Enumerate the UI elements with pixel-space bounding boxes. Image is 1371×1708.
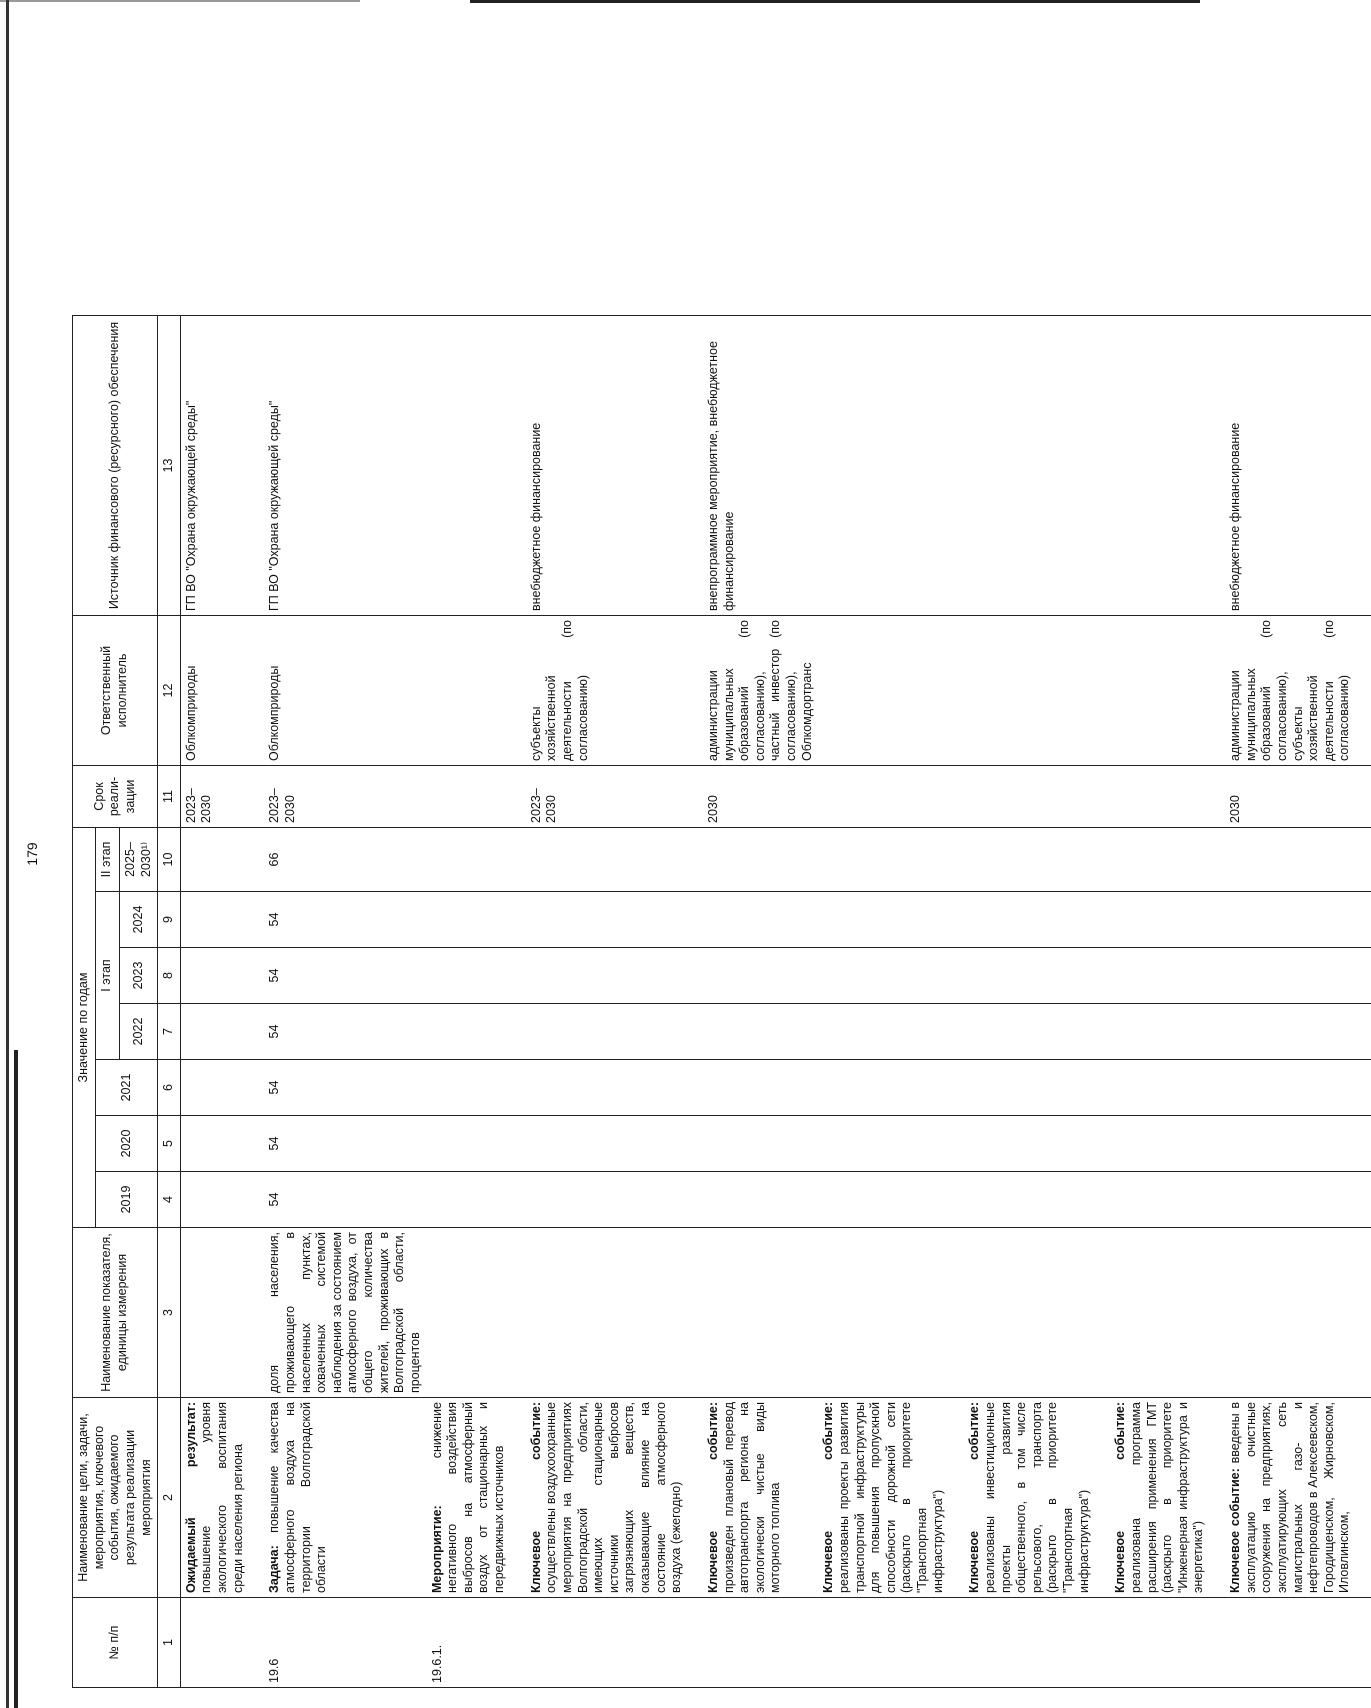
row-indicator: доля населения, проживающего в населенных пунктах, охваченных системой наблюдения за состоянием атмосферного воздуха, от общего количества жителей, проживающих в Волгоградской области, процентов (264, 1228, 426, 1398)
row-name-label: Ключевое событие: (1113, 1402, 1128, 1593)
page-number: 179 (24, 842, 40, 866)
header-stage-2: II этап (95, 828, 119, 892)
header-year-2023: 2023 (119, 948, 157, 1004)
row-value (964, 948, 1110, 1004)
row-value (1110, 948, 1225, 1004)
row-value (1110, 892, 1225, 948)
row-name-text: введены в эксплуатацию очистные сооружения на предприятиях, эксплуатирующих сеть магистральных газо- и нефтепроводов в Алексеевском, Городищенском, Жирновском, Иловлинском, (1228, 1402, 1352, 1593)
row-value (703, 1172, 818, 1228)
row-value (427, 1172, 526, 1228)
row-value (180, 828, 264, 892)
row-indicator (1110, 1228, 1225, 1398)
row-name (1110, 1398, 1225, 1598)
index-cell: 5 (158, 1116, 181, 1172)
row-value (1225, 1172, 1371, 1228)
row-source: внепрограммное мероприятие, внебюджетное финансирование (703, 316, 818, 616)
row-value: 54 (264, 948, 426, 1004)
row-term: 2030 (703, 766, 818, 828)
row-indicator (964, 1228, 1110, 1398)
header-indicator: Наименование показателя, единицы измерения (73, 1228, 158, 1398)
table-row (1110, 316, 1225, 1688)
row-value (964, 1060, 1110, 1116)
row-indicator (180, 1228, 264, 1398)
index-cell: 13 (158, 316, 181, 616)
index-cell: 9 (158, 892, 181, 948)
row-value (703, 1060, 818, 1116)
table-row (526, 316, 703, 1688)
row-source: внебюджетное финансирование (526, 316, 703, 616)
header-year-2022: 2022 (119, 1004, 157, 1060)
row-source: ГП ВО "Охрана окружающей среды" (180, 316, 264, 616)
row-value (1225, 1060, 1371, 1116)
row-responsible: Облкомприроды (264, 616, 426, 766)
row-value (1225, 1116, 1371, 1172)
row-value: 66 (264, 828, 426, 892)
row-value (964, 828, 1110, 892)
row-number: 19.6.1. (427, 1598, 526, 1688)
row-value (703, 1116, 818, 1172)
row-value (526, 948, 703, 1004)
row-term: 2030 (1225, 766, 1371, 828)
header-year-2020: 2020 (95, 1116, 158, 1172)
row-source (1110, 316, 1225, 616)
row-name-label: Ожидаемый результат: (183, 1402, 198, 1593)
row-value (526, 828, 703, 892)
row-responsible (964, 616, 1110, 766)
header-no: № п/п (73, 1598, 158, 1688)
row-value (964, 1172, 1110, 1228)
row-number (703, 1598, 818, 1688)
row-name-label: Ключевое событие: (1228, 1468, 1242, 1593)
row-value (1110, 1116, 1225, 1172)
row-term: 2023–2030 (264, 766, 426, 828)
row-value (1110, 1172, 1225, 1228)
index-cell: 4 (158, 1172, 181, 1228)
row-responsible (427, 616, 526, 766)
row-name-text: реализованы инвестиционные проекты развития общественного, в том числе рельсового, транспорта (раскрыто в приоритете "Транспортная инфраструктура") (982, 1402, 1091, 1593)
row-source (964, 316, 1110, 616)
row-value: 54 (264, 1172, 426, 1228)
index-cell: 6 (158, 1060, 181, 1116)
row-number (818, 1598, 964, 1688)
index-cell: 10 (158, 828, 181, 892)
row-value: 54 (264, 1116, 426, 1172)
row-value (427, 1116, 526, 1172)
row-source (818, 316, 964, 616)
row-indicator (818, 1228, 964, 1398)
row-number (180, 1598, 264, 1688)
row-name (818, 1398, 964, 1598)
row-responsible: Облкомприроды (180, 616, 264, 766)
index-cell: 11 (158, 766, 181, 828)
row-number (526, 1598, 703, 1688)
header-row-1 (73, 316, 96, 1688)
row-value (526, 1060, 703, 1116)
row-name (180, 1398, 264, 1598)
row-value (427, 892, 526, 948)
row-value (818, 948, 964, 1004)
header-year-2019: 2019 (95, 1172, 158, 1228)
row-value (427, 1004, 526, 1060)
row-value (180, 948, 264, 1004)
row-value (964, 892, 1110, 948)
row-name-label: Ключевое событие: (967, 1402, 982, 1593)
row-value (1225, 1004, 1371, 1060)
row-name (264, 1398, 426, 1598)
row-indicator (1225, 1228, 1371, 1398)
header-source: Источник финансового (ресурсного) обеспечения (73, 316, 158, 616)
row-number (964, 1598, 1110, 1688)
row-name-text: произведен плановый перевод автотранспорта региона на экологически чистые виды моторного топлива (721, 1402, 783, 1593)
row-number (1225, 1598, 1371, 1688)
index-cell: 2 (158, 1398, 181, 1598)
table-row (427, 316, 526, 1688)
index-cell: 7 (158, 1004, 181, 1060)
row-indicator (427, 1228, 526, 1398)
row-value (818, 1116, 964, 1172)
plan-table (72, 315, 1371, 1688)
row-name (1225, 1398, 1371, 1598)
row-term (818, 766, 964, 828)
row-responsible: администрации муниципальных образований (по согласованию), субъекты хозяйственной деятельности (по согласованию) (1225, 616, 1371, 766)
row-number: 19.6 (264, 1598, 426, 1688)
row-value (818, 892, 964, 948)
row-value (818, 1172, 964, 1228)
row-value (1225, 892, 1371, 948)
row-value (703, 892, 818, 948)
index-cell: 8 (158, 948, 181, 1004)
row-name-label: Ключевое событие: (821, 1402, 836, 1593)
header-year-2021: 2021 (95, 1060, 158, 1116)
header-year-2025-2030: 2025–2030¹⁾ (119, 828, 157, 892)
table-row (1225, 316, 1371, 1688)
row-name-text: осуществлены воздухоохранные мероприятия на предприятиях Волгоградской области, имеющих стационарные источники выбросов загрязняющих веществ, оказывающие влияние на состояние атмосферного воздуха (ежегодно) (544, 1402, 684, 1593)
row-term (1110, 766, 1225, 828)
row-value (526, 1172, 703, 1228)
row-name-label: Ключевое событие: (705, 1402, 720, 1593)
table-row (703, 316, 818, 1688)
index-cell: 1 (158, 1598, 181, 1688)
table-row (818, 316, 964, 1688)
row-number (1110, 1598, 1225, 1688)
row-name-label: Задача: (267, 1545, 282, 1593)
header-stage-1: I этап (95, 892, 119, 1060)
row-value (703, 828, 818, 892)
row-value (427, 948, 526, 1004)
row-value (180, 892, 264, 948)
index-cell: 12 (158, 616, 181, 766)
row-value (1225, 828, 1371, 892)
row-value (703, 948, 818, 1004)
row-value (818, 1060, 964, 1116)
row-name-text: реализованы проекты развития транспортной инфраструктуры для повышения пропускной способности дорожной сети (раскрыто в приоритете "Транспортная инфраструктура") (836, 1402, 945, 1593)
row-value (526, 1004, 703, 1060)
header-values: Значение по годам (73, 828, 96, 1228)
table-row (180, 316, 264, 1688)
row-name (964, 1398, 1110, 1598)
row-term: 2023–2030 (526, 766, 703, 828)
row-value (964, 1004, 1110, 1060)
row-source (427, 316, 526, 616)
index-row (158, 316, 181, 1688)
row-value (818, 1004, 964, 1060)
row-value (703, 1004, 818, 1060)
row-value (526, 1116, 703, 1172)
row-name-text: повышение уровня экологического воспитания среди населения региона (199, 1402, 245, 1593)
row-value (427, 1060, 526, 1116)
row-responsible (1110, 616, 1225, 766)
row-value (1110, 1004, 1225, 1060)
row-value (180, 1060, 264, 1116)
row-value (180, 1172, 264, 1228)
row-name (427, 1398, 526, 1598)
row-name-text: реализована программа расширения применения ГМТ (раскрыто в приоритете "Инженерная инфраструктура и энергетика") (1128, 1402, 1206, 1593)
row-term: 2023–2030 (180, 766, 264, 828)
row-value (1110, 828, 1225, 892)
header-term: Срок реали-зации (73, 766, 158, 828)
index-cell: 3 (158, 1228, 181, 1398)
row-value (180, 1116, 264, 1172)
header-year-2024: 2024 (119, 892, 157, 948)
row-name-label: Мероприятие: (429, 1505, 444, 1593)
row-indicator (703, 1228, 818, 1398)
row-value (964, 1116, 1110, 1172)
row-value: 54 (264, 892, 426, 948)
table-row (964, 316, 1110, 1688)
table-row (264, 316, 426, 1688)
row-value (818, 828, 964, 892)
row-name (526, 1398, 703, 1598)
header-name: Наименование цели, задачи, мероприятия, ключевого события, ожидаемого результата реализации мероприятия (73, 1398, 158, 1598)
row-value: 54 (264, 1004, 426, 1060)
row-name (703, 1398, 818, 1598)
row-term (427, 766, 526, 828)
row-value (526, 892, 703, 948)
row-indicator (526, 1228, 703, 1398)
row-term (964, 766, 1110, 828)
row-source: внебюджетное финансирование (1225, 316, 1371, 616)
row-responsible: субъекты хозяйственной деятельности (по согласованию) (526, 616, 703, 766)
row-value (180, 1004, 264, 1060)
row-value (1225, 948, 1371, 1004)
row-responsible: администрации муниципальных образований (по согласованию), частный инвестор (по согласованию), Облкомдортранс (703, 616, 818, 766)
row-value (427, 828, 526, 892)
row-name-label: Ключевое событие: (528, 1402, 543, 1593)
header-responsible: Ответственный исполнитель (73, 616, 158, 766)
row-source: ГП ВО "Охрана окружающей среды" (264, 316, 426, 616)
row-responsible (818, 616, 964, 766)
row-name-text: повышение качества атмосферного воздуха на территории Волгоградской области (267, 1402, 329, 1593)
row-value: 54 (264, 1060, 426, 1116)
row-value (1110, 1060, 1225, 1116)
row-name-text: снижение негативного воздействия выбросов на атмосферный воздух от стационарных и передвижных источников (429, 1402, 506, 1593)
